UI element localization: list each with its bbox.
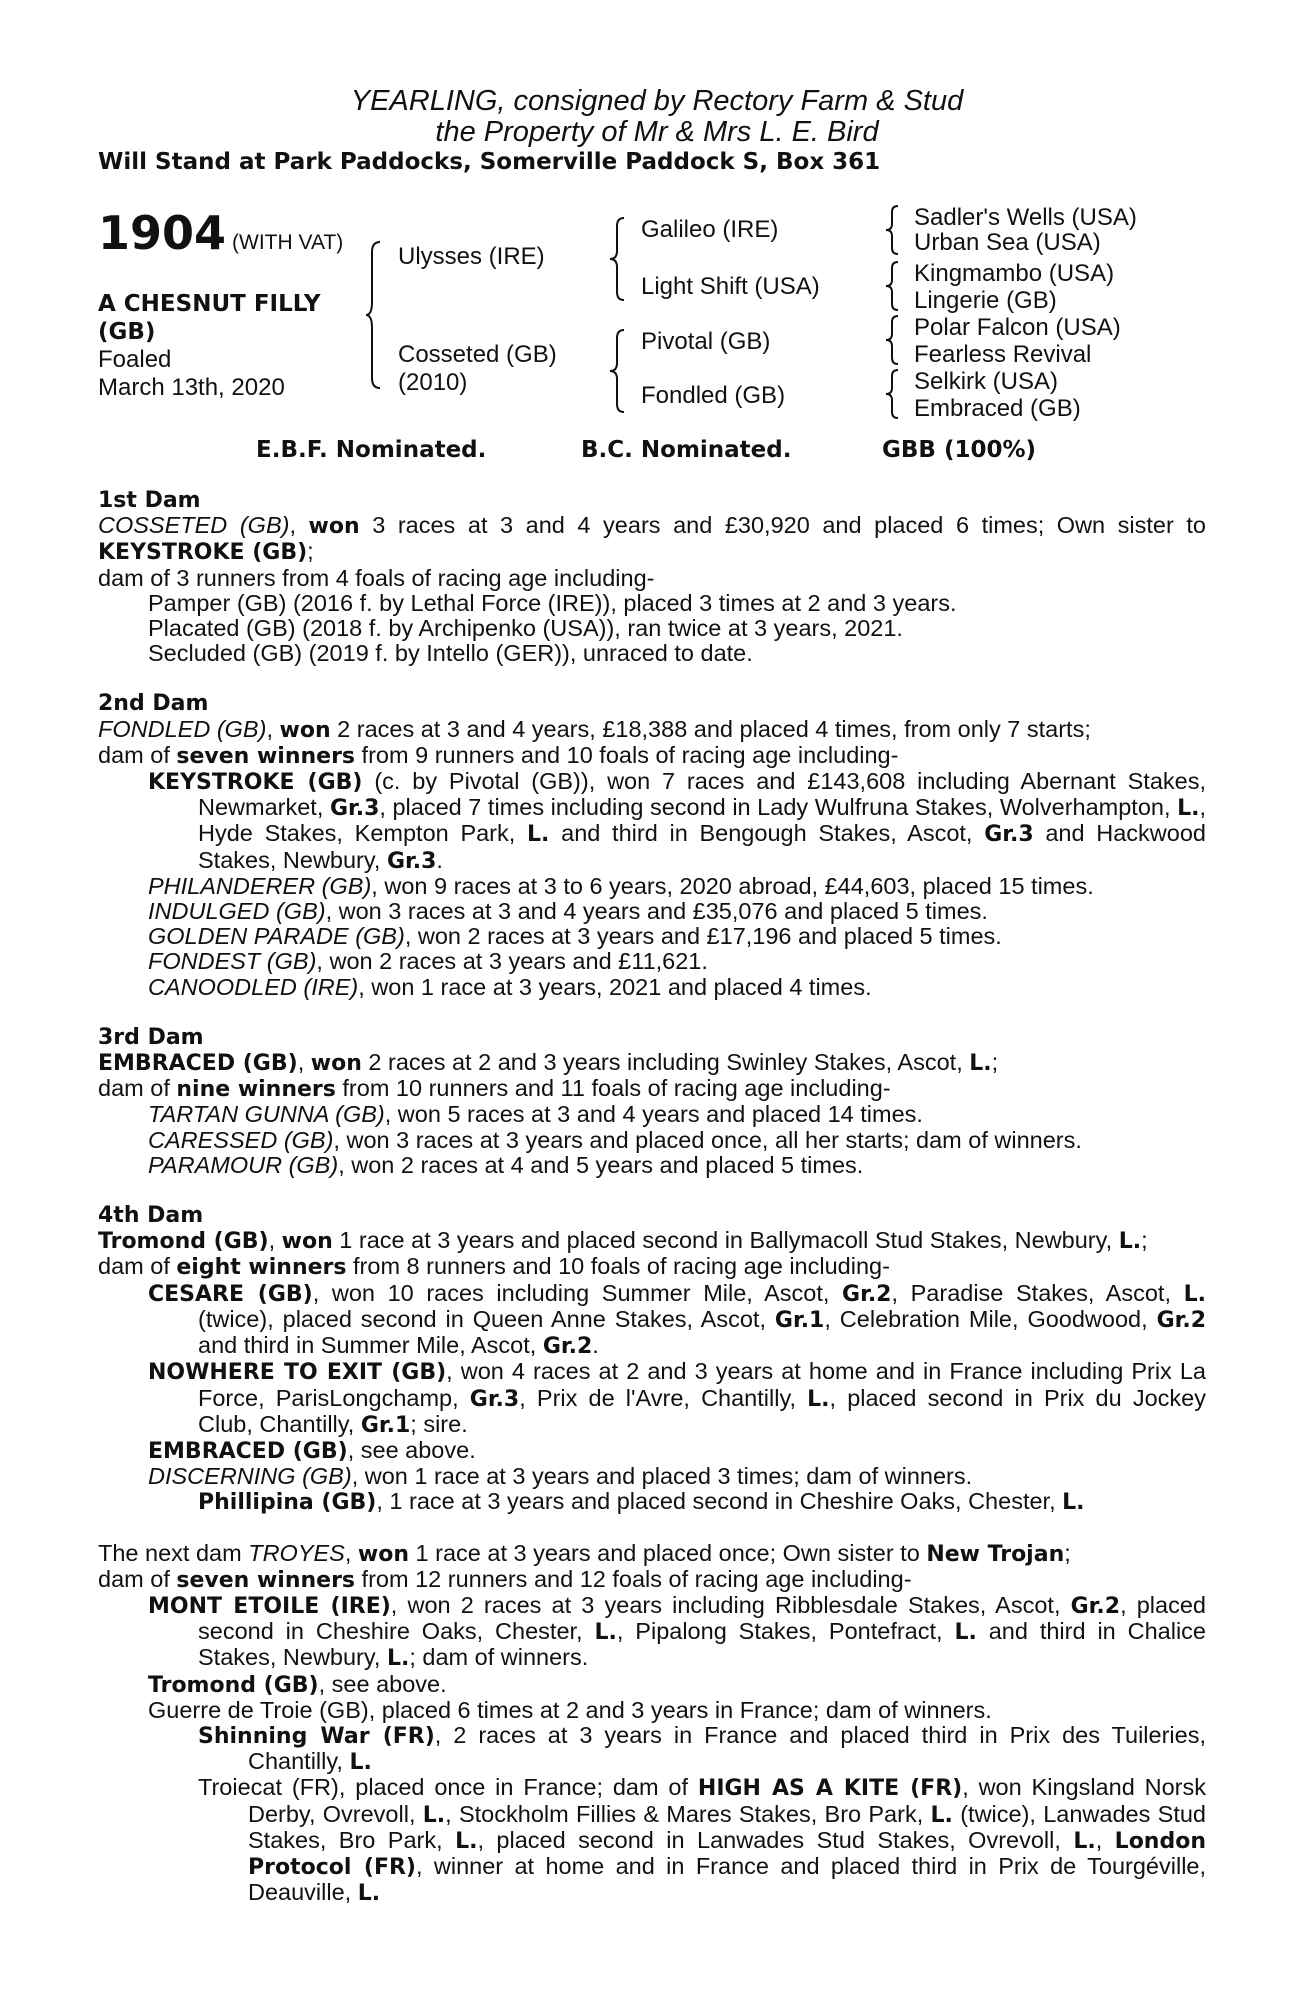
- text-run: , won 1 race at 3 years and placed 3 times; dam of winners.: [351, 1463, 973, 1490]
- winners-count: nine winners: [176, 1077, 336, 1103]
- produce-item: [98, 975, 1206, 1000]
- second-dam-summary: [98, 717, 1206, 743]
- text-run: , won 9 races at 3 to 6 years, 2020 abroad, £44,603, placed 15 times.: [371, 872, 1094, 899]
- third-dam-heading: 3rd Dam: [98, 1024, 204, 1050]
- grandsire-4: Selkirk (USA): [914, 368, 1059, 395]
- vat-note: (WITH VAT): [232, 231, 344, 254]
- text-run: , won 2 races at 3 years and £17,196 and placed 5 times.: [404, 923, 1002, 950]
- lot-number: 1904: [98, 206, 227, 260]
- text-run: , Prix de l'Avre, Chantilly,: [519, 1384, 808, 1411]
- next-dam-summary: [98, 1541, 1206, 1567]
- fourth-dam-produce-intro: [98, 1254, 1206, 1280]
- grade: Gr.3: [984, 822, 1034, 848]
- grandsire-1: Sadler's Wells (USA): [914, 204, 1137, 231]
- produce-item: Pamper (GB) (2016 f. by Lethal Force (IRE)), placed 3 times at 2 and 3 years.: [148, 589, 957, 616]
- produce-item: [98, 1153, 1206, 1178]
- horse-name: INDULGED (GB): [148, 898, 326, 925]
- produce-item: Guerre de Troie (GB), placed 6 times at 2 and 3 years in France; dam of winners.: [148, 1696, 992, 1723]
- text-run: , Paradise Stakes, Ascot,: [891, 1279, 1184, 1306]
- dam-year: (2010): [398, 369, 468, 396]
- text-run: , 2 races at 3 years in France and placed third in Prix des Tuileries, Chantilly,: [248, 1721, 1206, 1775]
- horse-name: NOWHERE TO EXIT (GB): [148, 1360, 447, 1386]
- grade: Gr.2: [542, 1334, 593, 1360]
- second-dam-section: [98, 691, 1206, 999]
- produce-item: [98, 1723, 1206, 1775]
- text-run: 2 races at 3 and 4 years, £18,388 and placed 4 times, from only 7 starts;: [330, 715, 1091, 742]
- text-run: , won 2 races at 3 years and £11,621.: [316, 948, 708, 975]
- gbb-status: GBB (100%): [882, 437, 1037, 463]
- text-run: , won 1 race at 3 years, 2021 and placed 4 times.: [358, 973, 872, 1000]
- grandsire-2: Kingmambo (USA): [914, 260, 1115, 287]
- horse-country: (GB): [98, 319, 156, 345]
- text-run: , winner at home and in France and placed third in Prix de Tourgéville, Deauville,: [248, 1852, 1207, 1906]
- text-run: .: [436, 846, 443, 873]
- horse-name: KEYSTROKE (GB): [148, 770, 363, 796]
- won-label: won: [308, 514, 360, 540]
- text-run: and third in Bengough Stakes, Ascot,: [549, 820, 985, 847]
- brace-g3: [884, 314, 902, 366]
- next-dam-section: [98, 1541, 1206, 1907]
- produce-item: [98, 1359, 1206, 1438]
- grade: L.: [349, 1750, 372, 1776]
- grade: L.: [422, 1802, 446, 1828]
- produce-item: Placated (GB) (2018 f. by Archipenko (USA)), ran twice at 3 years, 2021.: [148, 615, 903, 642]
- horse-name: FONDEST (GB): [148, 948, 317, 975]
- grade: L.: [527, 822, 550, 848]
- horse-name: HIGH AS A KITE (FR): [697, 1776, 963, 1802]
- text-run: and third in Summer Mile, Ascot,: [198, 1332, 543, 1359]
- text-run: , won 5 races at 3 and 4 years and placed 14 times.: [384, 1101, 923, 1128]
- text-run: (c. by Pivotal (GB)), won 7 races and £143,608 including Abernant Stakes, Newmarket,: [198, 768, 1206, 821]
- text-run: 3 races at 3 and 4 years and £30,920 and placed 6 times; Own sister to: [359, 512, 1206, 539]
- grade: L.: [807, 1386, 830, 1412]
- bc-nomination: B.C. Nominated.: [581, 437, 792, 463]
- brace-g2: [884, 260, 902, 312]
- dam-name: EMBRACED (GB): [98, 1051, 298, 1077]
- grade: Gr.1: [774, 1307, 825, 1333]
- text-run: , won 2 races at 4 and 5 years and placed 5 times.: [338, 1151, 864, 1178]
- text-run: (twice), Lanwades Stud Stakes, Bro Park,: [248, 1800, 1206, 1853]
- first-dam-produce-intro: dam of 3 runners from 4 foals of racing age including-: [98, 564, 655, 591]
- produce-item: [98, 769, 1206, 874]
- text-run: , won 3 races at 3 years and placed once, all her starts; dam of winners.: [333, 1126, 1082, 1153]
- sire-dam: Light Shift (USA): [641, 273, 820, 300]
- won-label: won: [281, 1229, 333, 1255]
- horse-name: DISCERNING (GB): [148, 1463, 352, 1490]
- text-run: , Celebration Mile, Goodwood,: [824, 1305, 1157, 1332]
- text-run: ;: [991, 1049, 999, 1076]
- text-run: , won 2 races at 3 years including Ribblesdale Stakes, Ascot,: [390, 1591, 1071, 1618]
- grade: L.: [357, 1881, 381, 1907]
- text-run: , 1 race at 3 years and placed second in Cheshire Oaks, Chester,: [376, 1488, 1063, 1515]
- grade: Gr.2: [1156, 1307, 1206, 1333]
- horse-name: EMBRACED (GB): [148, 1438, 348, 1464]
- first-dam-heading: 1st Dam: [98, 488, 201, 513]
- horse-name: CESARE (GB): [148, 1281, 313, 1307]
- horse-name: MONT ETOILE (IRE): [148, 1593, 391, 1619]
- text-run: from 12 runners and 12 foals of racing age including-: [355, 1565, 912, 1592]
- produce-item: [98, 1128, 1206, 1153]
- text-run: , placed second in Lanwades Stud Stakes, Ovrevoll,: [477, 1826, 1074, 1853]
- fourth-dam-summary: [98, 1228, 1206, 1254]
- text-run: dam of: [98, 1565, 177, 1592]
- ebf-nomination: E.B.F. Nominated.: [256, 437, 487, 463]
- horse-name: CANOODLED (IRE): [148, 973, 359, 1000]
- text-run: , placed 7 times including second in Lady Wulfruna Stakes, Wolverhampton,: [379, 794, 1178, 821]
- produce-item: [98, 1102, 1206, 1127]
- first-dam-section: [98, 488, 1206, 666]
- dam-dam: Fondled (GB): [641, 382, 786, 409]
- second-dam-produce-intro: [98, 743, 1206, 769]
- grade: L.: [455, 1828, 478, 1854]
- text-run: , won Kingsland Norsk Derby, Ovrevoll,: [248, 1774, 1206, 1827]
- grade: Gr.3: [386, 848, 437, 874]
- text-run: ,: [344, 1539, 358, 1566]
- grade: Gr.3: [469, 1386, 520, 1412]
- text-run: ,: [266, 715, 280, 742]
- horse-name: PARAMOUR (GB): [148, 1151, 339, 1178]
- grade: L.: [1073, 1828, 1096, 1854]
- grade: L.: [969, 1051, 992, 1077]
- produce-record: [98, 488, 1206, 1931]
- horse-name: Shinning War (FR): [198, 1723, 435, 1749]
- text-run: , placed second in Cheshire Oaks, Chester,: [198, 1591, 1206, 1645]
- grade: Gr.3: [329, 796, 380, 822]
- third-dam-summary: [98, 1050, 1206, 1076]
- brace-g1: [884, 204, 902, 256]
- text-run: and third in Chalice Stakes, Newbury,: [198, 1618, 1206, 1671]
- produce-item: [98, 1489, 1206, 1515]
- produce-item: [98, 1672, 1206, 1698]
- text-run: ,: [1095, 1826, 1115, 1853]
- consignor-line: YEARLING, consigned by Rectory Farm & Stud: [350, 85, 964, 117]
- sibling-name: New Trojan: [926, 1541, 1065, 1567]
- text-run: ,: [289, 512, 309, 539]
- winners-count: seven winners: [176, 1567, 356, 1593]
- produce-item: [98, 899, 1206, 924]
- text-run: , won 10 races including Summer Mile, Ascot,: [312, 1279, 843, 1306]
- text-run: ,: [297, 1049, 311, 1076]
- dam-parents-brace: [608, 328, 628, 414]
- text-run: ; dam of winners.: [409, 1644, 589, 1671]
- text-run: ;: [1064, 1539, 1071, 1566]
- produce-item: [98, 1464, 1206, 1489]
- text-run: , Pipalong Stakes, Pontefract,: [616, 1618, 955, 1645]
- dam-name: COSSETED (GB): [98, 512, 290, 539]
- produce-item: Secluded (GB) (2019 f. by Intello (GER)), unraced to date.: [148, 640, 753, 667]
- horse-name: GOLDEN PARADE (GB): [148, 923, 405, 950]
- dam-sire: Pivotal (GB): [641, 328, 771, 355]
- produce-item: [98, 924, 1206, 949]
- foaled-date: March 13th, 2020: [98, 374, 285, 401]
- grade: L.: [1183, 1281, 1206, 1307]
- text-run: ;: [1141, 1227, 1148, 1254]
- sibling-name: KEYSTROKE (GB): [98, 540, 308, 566]
- sire-sire: Galileo (IRE): [641, 216, 779, 243]
- text-run: 2 races at 2 and 3 years including Swinley Stakes, Ascot,: [361, 1049, 970, 1076]
- grade: L.: [1177, 796, 1200, 822]
- sire: Ulysses (IRE): [398, 243, 545, 270]
- text-run: 1 race at 3 years and placed once; Own sister to: [409, 1539, 927, 1566]
- second-dam-heading: 2nd Dam: [98, 691, 209, 717]
- grade: L.: [954, 1620, 977, 1646]
- horse-name: Tromond (GB): [148, 1672, 319, 1698]
- owner-line: the Property of Mr & Mrs L. E. Bird: [435, 116, 879, 148]
- sire-parents-brace: [608, 216, 628, 302]
- winners-count: seven winners: [176, 743, 356, 769]
- first-dam-summary: [98, 513, 1206, 565]
- granddam-4: Embraced (GB): [914, 395, 1081, 422]
- produce-item: [98, 1593, 1206, 1672]
- third-dam-produce-intro: [98, 1076, 1206, 1102]
- text-run: from 8 runners and 10 foals of racing age including-: [346, 1253, 890, 1280]
- grade: L.: [1062, 1490, 1085, 1516]
- grade: Gr.1: [360, 1412, 411, 1438]
- dam-name: TROYES: [248, 1539, 345, 1566]
- lot-number-block: [98, 206, 343, 260]
- text-run: (twice), placed second in Queen Anne Stakes, Ascot,: [198, 1305, 775, 1332]
- horse-description: [98, 290, 321, 402]
- dam: Cosseted (GB): [398, 341, 557, 368]
- horse-name: CARESSED (GB): [148, 1126, 334, 1153]
- third-dam-section: [98, 1025, 1206, 1178]
- grade: L.: [1118, 1229, 1142, 1255]
- text-run: Troiecat (FR), placed once in France; dam of: [198, 1774, 698, 1801]
- granddam-2: Lingerie (GB): [914, 287, 1057, 314]
- text-run: from 9 runners and 10 foals of racing age including-: [355, 741, 899, 768]
- text-run: ;: [307, 538, 314, 565]
- fourth-dam-section: [98, 1203, 1206, 1515]
- horse-title: A CHESNUT FILLY: [98, 291, 321, 317]
- text-run: .: [592, 1332, 599, 1359]
- text-run: from 10 runners and 11 foals of racing age including-: [335, 1075, 891, 1102]
- stand-location: Will Stand at Park Paddocks, Somerville Paddock S, Box 361: [98, 149, 881, 175]
- fourth-dam-heading: 4th Dam: [98, 1203, 204, 1229]
- text-run: , see above.: [318, 1670, 447, 1697]
- text-run: dam of: [98, 1253, 177, 1280]
- grade: L.: [930, 1802, 953, 1828]
- horse-name: London Protocol (FR): [248, 1828, 1206, 1880]
- text-run: , won 3 races at 3 and 4 years and £35,076 and placed 5 times.: [325, 898, 988, 925]
- produce-item: [98, 874, 1206, 899]
- produce-item: [98, 1775, 1206, 1906]
- horse-name: Phillipina (GB): [198, 1490, 377, 1516]
- winners-count: eight winners: [176, 1255, 347, 1281]
- sire-dam-brace: [364, 240, 384, 390]
- text-run: ,: [268, 1227, 282, 1254]
- text-run: dam of: [98, 741, 177, 768]
- grade: L.: [386, 1646, 410, 1672]
- text-run: , won 4 races at 2 and 3 years at home and in France including Prix La Force, ParisLongchamp,: [198, 1358, 1206, 1411]
- produce-item: [98, 949, 1206, 974]
- text-run: , Hyde Stakes, Kempton Park,: [198, 794, 1206, 847]
- won-label: won: [357, 1541, 410, 1567]
- text-run: , placed second in Prix du Jockey Club, Chantilly,: [198, 1384, 1206, 1437]
- text-run: , see above.: [347, 1436, 476, 1463]
- grade: Gr.2: [1070, 1593, 1121, 1619]
- produce-item: [98, 1438, 1206, 1464]
- grade: L.: [594, 1620, 617, 1646]
- granddam-3: Fearless Revival: [914, 341, 1092, 368]
- text-run: dam of: [98, 1075, 177, 1102]
- foaled-label: Foaled: [98, 346, 172, 373]
- text-run: The next dam: [98, 1539, 249, 1566]
- grade: Gr.2: [842, 1281, 892, 1307]
- text-run: 1 race at 3 years and placed second in Ballymacoll Stud Stakes, Newbury,: [332, 1227, 1119, 1254]
- next-dam-produce-intro: [98, 1567, 1206, 1593]
- brace-g4: [884, 368, 902, 420]
- horse-name: PHILANDERER (GB): [148, 872, 372, 899]
- dam-name: FONDLED (GB): [98, 715, 267, 742]
- dam-name: Tromond (GB): [98, 1229, 269, 1255]
- text-run: , Stockholm Fillies & Mares Stakes, Bro Park,: [445, 1800, 931, 1827]
- text-run: and Hackwood Stakes, Newbury,: [198, 820, 1206, 873]
- produce-item: [98, 1281, 1206, 1360]
- horse-name: TARTAN GUNNA (GB): [148, 1101, 385, 1128]
- text-run: ; sire.: [410, 1410, 468, 1437]
- granddam-1: Urban Sea (USA): [914, 229, 1101, 256]
- grandsire-3: Polar Falcon (USA): [914, 314, 1121, 341]
- won-label: won: [279, 717, 331, 743]
- won-label: won: [310, 1051, 362, 1077]
